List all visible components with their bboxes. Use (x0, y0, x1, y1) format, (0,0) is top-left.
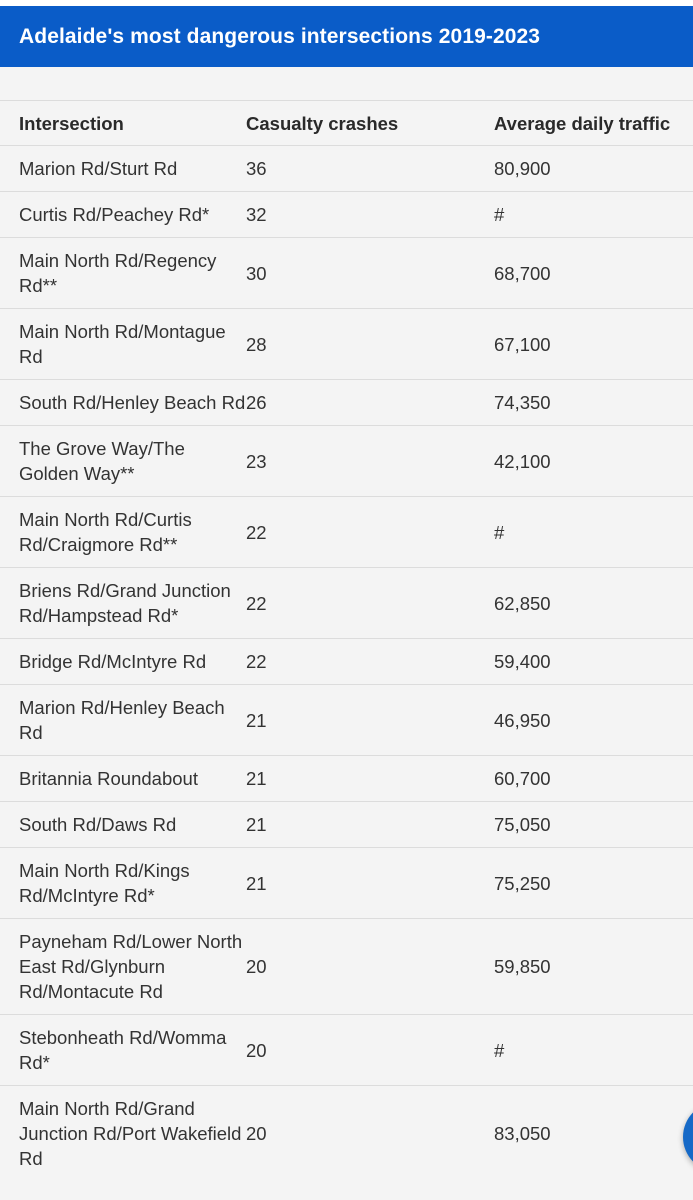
table-row (0, 309, 693, 380)
table-row (0, 192, 693, 238)
cell-intersection: Marion Rd/Henley Beach Rd (0, 685, 246, 756)
cell-average-daily-traffic: 42,100 (494, 426, 693, 497)
cell-average-daily-traffic: 67,100 (494, 309, 693, 380)
cell-intersection: Briens Rd/Grand Junction Rd/Hampstead Rd* (0, 568, 246, 639)
table-row (0, 380, 693, 426)
cell-casualty-crashes: 23 (246, 426, 494, 497)
cell-casualty-crashes: 22 (246, 639, 494, 685)
table-row (0, 639, 693, 685)
cell-casualty-crashes: 21 (246, 685, 494, 756)
intersections-table (0, 100, 693, 1181)
cell-average-daily-traffic: 59,850 (494, 919, 693, 1015)
cell-average-daily-traffic: # (494, 497, 693, 568)
cell-average-daily-traffic: 68,700 (494, 238, 693, 309)
cell-casualty-crashes: 20 (246, 1086, 494, 1182)
cell-casualty-crashes: 21 (246, 848, 494, 919)
cell-casualty-crashes: 36 (246, 146, 494, 192)
cell-average-daily-traffic: 46,950 (494, 685, 693, 756)
table-row (0, 497, 693, 568)
table-header-row (0, 101, 693, 146)
cell-casualty-crashes: 28 (246, 309, 494, 380)
column-header-average-daily-traffic[interactable]: Average daily traffic (494, 101, 693, 146)
table-row (0, 1086, 693, 1182)
table-row (0, 848, 693, 919)
cell-intersection: Main North Rd/Curtis Rd/Craigmore Rd** (0, 497, 246, 568)
table-title: Adelaide's most dangerous intersections 2019-2023 (19, 24, 541, 48)
cell-average-daily-traffic: 83,050 (494, 1086, 693, 1182)
cell-casualty-crashes: 21 (246, 802, 494, 848)
table-title-bar (0, 6, 693, 67)
cell-intersection: Main North Rd/Regency Rd** (0, 238, 246, 309)
cell-casualty-crashes: 20 (246, 919, 494, 1015)
table-row (0, 756, 693, 802)
cell-intersection: Curtis Rd/Peachey Rd* (0, 192, 246, 238)
table-row (0, 238, 693, 309)
table-row (0, 919, 693, 1015)
cell-intersection: The Grove Way/The Golden Way** (0, 426, 246, 497)
table-row (0, 802, 693, 848)
table-row (0, 426, 693, 497)
cell-casualty-crashes: 22 (246, 568, 494, 639)
cell-intersection: Britannia Roundabout (0, 756, 246, 802)
cell-intersection: Marion Rd/Sturt Rd (0, 146, 246, 192)
cell-intersection: Main North Rd/Grand Junction Rd/Port Wakefield Rd (0, 1086, 246, 1182)
cell-average-daily-traffic: # (494, 1015, 693, 1086)
spacer (0, 67, 693, 100)
cell-intersection: Main North Rd/Montague Rd (0, 309, 246, 380)
cell-average-daily-traffic: 62,850 (494, 568, 693, 639)
cell-casualty-crashes: 26 (246, 380, 494, 426)
cell-intersection: Bridge Rd/McIntyre Rd (0, 639, 246, 685)
cell-average-daily-traffic: 80,900 (494, 146, 693, 192)
column-header-intersection[interactable]: Intersection (0, 101, 246, 146)
cell-average-daily-traffic: 75,250 (494, 848, 693, 919)
cell-casualty-crashes: 30 (246, 238, 494, 309)
cell-casualty-crashes: 32 (246, 192, 494, 238)
cell-intersection: South Rd/Daws Rd (0, 802, 246, 848)
cell-intersection: Main North Rd/Kings Rd/McIntyre Rd* (0, 848, 246, 919)
cell-average-daily-traffic: 75,050 (494, 802, 693, 848)
cell-intersection: South Rd/Henley Beach Rd (0, 380, 246, 426)
cell-casualty-crashes: 20 (246, 1015, 494, 1086)
cell-intersection: Stebonheath Rd/Womma Rd* (0, 1015, 246, 1086)
cell-average-daily-traffic: # (494, 192, 693, 238)
table-body (0, 146, 693, 1182)
cell-average-daily-traffic: 74,350 (494, 380, 693, 426)
cell-casualty-crashes: 21 (246, 756, 494, 802)
table-row (0, 568, 693, 639)
table-row (0, 685, 693, 756)
cell-casualty-crashes: 22 (246, 497, 494, 568)
table-row (0, 1015, 693, 1086)
table-row (0, 146, 693, 192)
cell-average-daily-traffic: 60,700 (494, 756, 693, 802)
column-header-casualty-crashes[interactable]: Casualty crashes (246, 101, 494, 146)
cell-average-daily-traffic: 59,400 (494, 639, 693, 685)
cell-intersection: Payneham Rd/Lower North East Rd/Glynburn Rd/Montacute Rd (0, 919, 246, 1015)
